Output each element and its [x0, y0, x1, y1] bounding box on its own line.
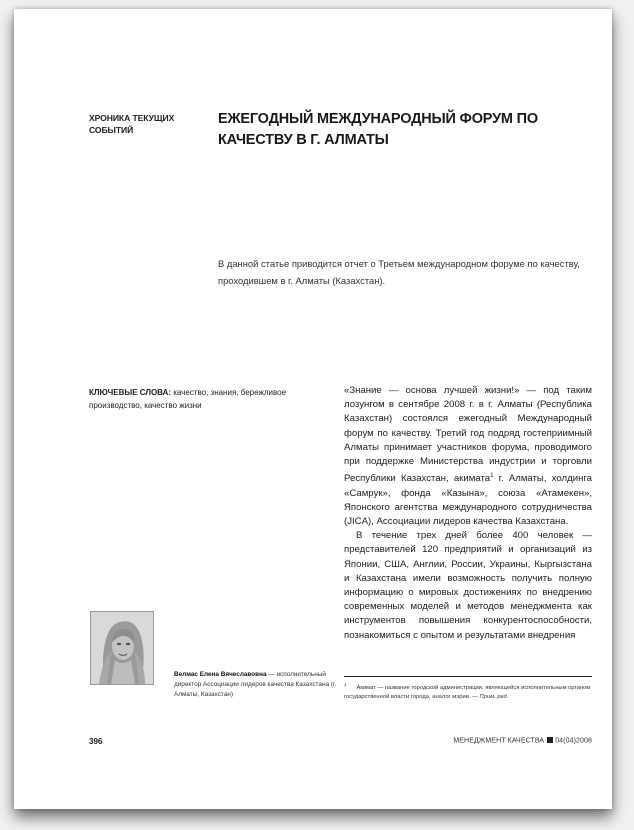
- body-p1-text: «Знание — основа лучшей жизни!» — под таким лозунгом в сентябре 2008 г. в г. Алматы (Республика Казахстан) состоялся ежегодный Международный форум по качеству. Третий год подряд гостеприимный Алматы принимает участников форума, проводимого при поддержке Министерства индустрии и торговли Республики Казахстан, акимата: [344, 385, 592, 485]
- author-name: Велмас Елена Вячеславовна: [174, 671, 267, 678]
- body-paragraph-1: [344, 384, 592, 529]
- footnote-mark: 1: [344, 682, 347, 687]
- footnote-editor-note: Прим. ред.: [479, 694, 509, 701]
- section-rubric: ХРОНИКА ТЕКУЩИХ СОБЫТИЙ: [89, 113, 175, 135]
- keywords-text: качество, знания, бережливое производство, качество жизни: [89, 388, 287, 410]
- running-footer: [453, 737, 592, 745]
- author-photo: [90, 611, 154, 685]
- article-title: ЕЖЕГОДНЫЙ МЕЖДУНАРОДНЫЙ ФОРУМ ПО КАЧЕСТВУ В Г. АЛМАТЫ: [218, 111, 538, 148]
- author-caption: [174, 670, 344, 700]
- body-paragraph-2: В течение трех дней более 400 человек — представителей 120 предприятий и организаций из Японии, США, Англии, России, Украины, Кыргызстана и Казахстана имели возможность получить полную информацию о мировых достижениях по внедрению современных моделей и методов менеджмента как инструментов повышения конкурентоспособности, познакомиться с опытом и результатами внедрения: [344, 530, 592, 641]
- journal-name: МЕНЕДЖМЕНТ КАЧЕСТВА: [453, 737, 545, 745]
- footnote-divider: [344, 676, 592, 677]
- footnote-text: Акимат — название городской администрации, являющейся исполнительным органом государственной власти города, аналог мэрии. —: [344, 684, 591, 701]
- page-number: 396: [89, 737, 103, 746]
- author-portrait-image: [91, 612, 153, 684]
- article-lead: В данной статье приводится отчет о Третьем международном форуме по качеству, проходившем в г. Алматы (Казахстан).: [218, 258, 580, 286]
- issue-number: 04(04)2008: [555, 737, 592, 745]
- footnote-reference: 1: [490, 473, 494, 480]
- author-role: — исполнительный директор Ассоциации лидеров качества Казахстана (г. Алматы, Казахстан): [174, 671, 337, 698]
- magazine-page: [14, 9, 612, 809]
- article-body: [344, 384, 592, 643]
- footnote: [344, 680, 592, 703]
- keywords-block: [89, 387, 329, 412]
- square-bullet-icon: [547, 737, 553, 743]
- body-p1-continuation: г. Алматы, холдинга «Самрук», фонда «Казына», союза «Атамекен», Японского агентства международного сотрудничества (JICA), Ассоциации лидеров качества Казахстана.: [344, 473, 592, 528]
- keywords-label: КЛЮЧЕВЫЕ СЛОВА:: [89, 388, 171, 397]
